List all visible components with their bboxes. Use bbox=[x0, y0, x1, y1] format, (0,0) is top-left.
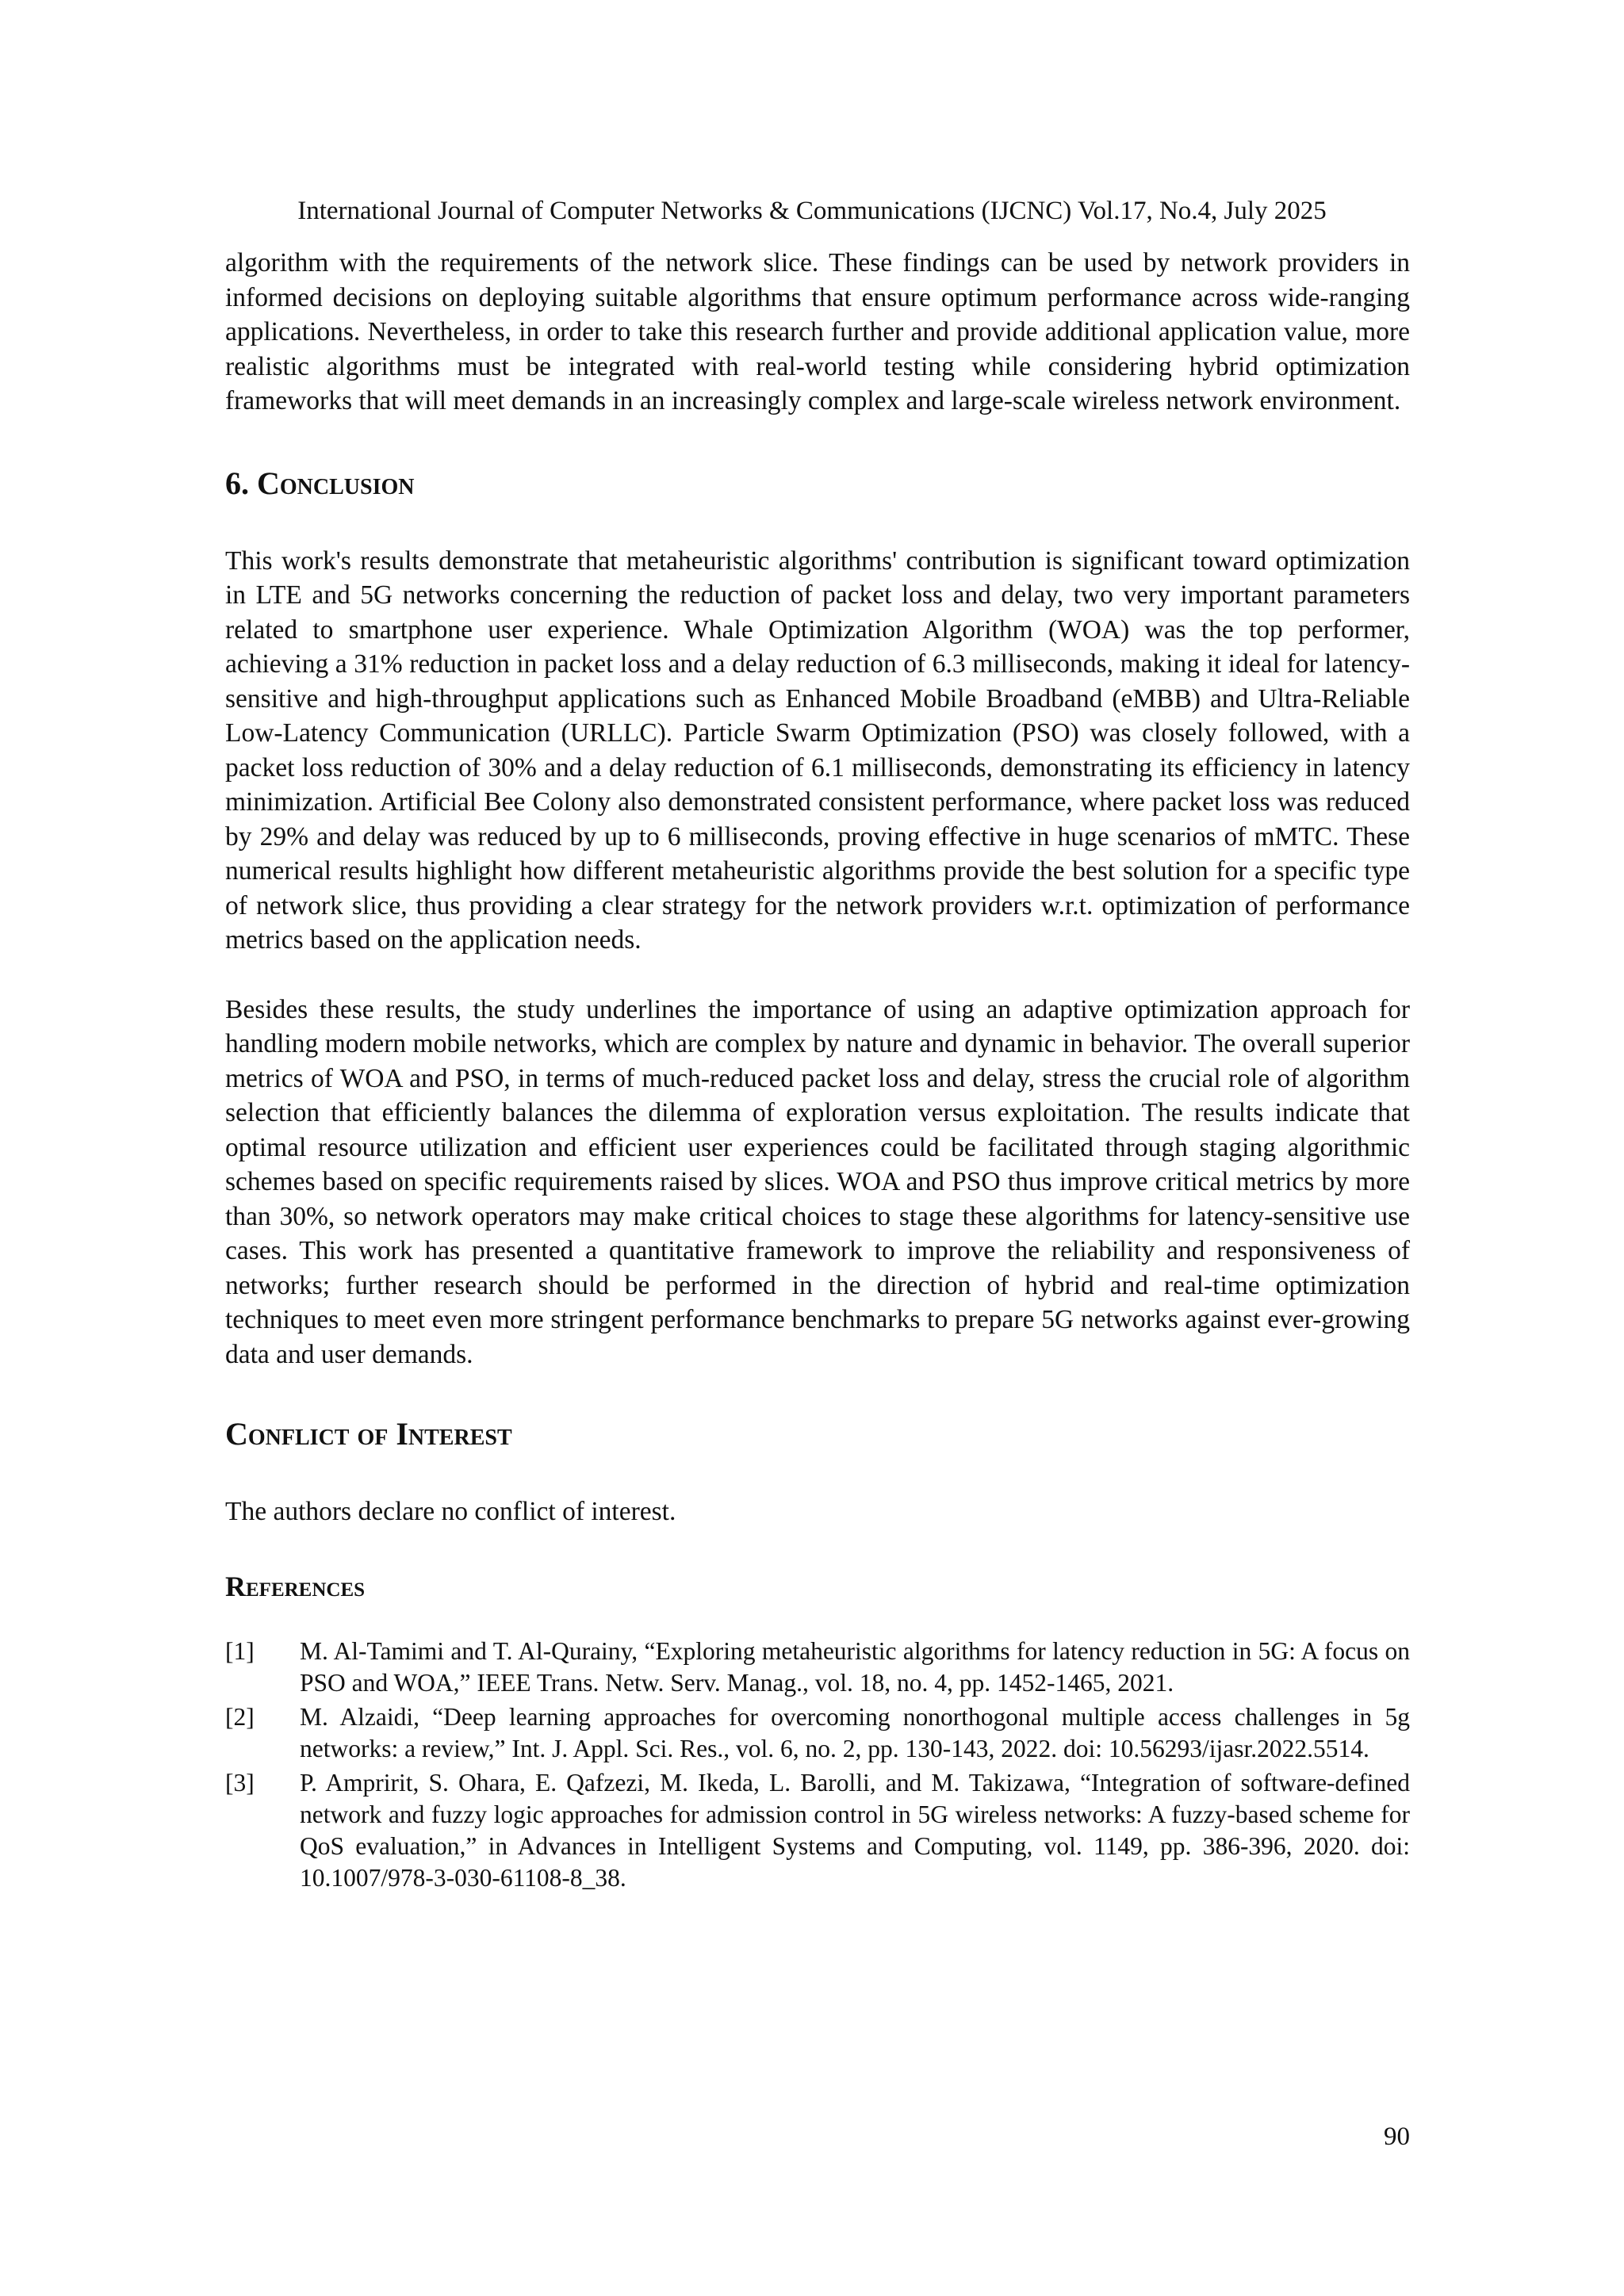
conflict-heading bbox=[225, 1415, 1410, 1453]
reference-text: M. Alzaidi, “Deep learning approaches for overcoming nonorthogonal multiple access challenges in 5g networks: a review,” Int. J. Appl. Sci. Res., vol. 6, no. 2, pp. 130-143, 2022. doi: 10.56293/ijasr.2022.5514. bbox=[300, 1702, 1410, 1762]
conflict-statement: The authors declare no conflict of interest. bbox=[225, 1497, 676, 1526]
reference-text: M. Al-Tamimi and T. Al-Qurainy, “Exploring metaheuristic algorithms for latency reduction in 5G: A focus on PSO and WOA,” IEEE Trans. Netw. Serv. Manag., vol. 18, no. 4, pp. 1452-1465, 2021. bbox=[300, 1636, 1410, 1697]
page-content bbox=[225, 246, 1410, 1896]
conclusion-heading-text: Conclusion bbox=[257, 465, 415, 501]
reference-item bbox=[225, 1701, 1410, 1765]
running-header: International Journal of Computer Networks & Communications (IJCNC) Vol.17, No.4, July 2025 bbox=[297, 197, 1327, 225]
references-heading: References bbox=[225, 1570, 366, 1602]
references-list bbox=[225, 1636, 1410, 1894]
conflict-heading-text: Conflict of Interest bbox=[225, 1416, 512, 1452]
reference-number: [1] bbox=[225, 1636, 255, 1665]
conclusion-paragraph-1: This work's results demonstrate that metaheuristic algorithms' contribution is significant toward optimization in LTE and 5G networks concerning the reduction of packet loss and delay, two very important parameters related to smartphone user experience. Whale Optimization Algorithm (WOA) was the top performer, achieving a 31% reduction in packet loss and a delay reduction of 6.3 milliseconds, making it ideal for latency-sensitive and high-throughput applications such as Enhanced Mobile Broadband (eMBB) and Ultra-Reliable Low-Latency Communication (URLLC). Particle Swarm Optimization (PSO) was closely followed, with a packet loss reduction of 30% and a delay reduction of 6.1 milliseconds, demonstrating its efficiency in latency minimization. Artificial Bee Colony also demonstrated consistent performance, where packet loss was reduced by 29% and delay was reduced by up to 6 milliseconds, proving effective in huge scenarios of mMTC. These numerical results highlight how different metaheuristic algorithms provide the best solution for a specific type of network slice, thus providing a clear strategy for the network providers w.r.t. optimization of performance metrics based on the application needs. bbox=[225, 545, 1410, 955]
intro-paragraph: algorithm with the requirements of the network slice. These findings can be used by network providers in informed decisions on deploying suitable algorithms that ensure optimum performance across wide-ranging applications. Nevertheless, in order to take this research further and provide additional application value, more realistic algorithms must be integrated with real-world testing while considering hybrid optimization frameworks that will meet demands in an increasingly complex and large-scale wireless network environment. bbox=[225, 248, 1410, 415]
reference-text: P. Ampririt, S. Ohara, E. Qafzezi, M. Ikeda, L. Barolli, and M. Takizawa, “Integration of software-defined network and fuzzy logic approaches for admission control in 5G wireless networks: A fuzzy-based scheme for QoS evaluation,” in Advances in Intelligent Systems and Computing, vol. 1149, pp. 386-396, 2020. doi: 10.1007/978-3-030-61108-8_38. bbox=[300, 1768, 1410, 1892]
reference-number: [2] bbox=[225, 1702, 255, 1731]
conclusion-heading-number: 6. bbox=[225, 465, 257, 501]
conclusion-paragraph-2: Besides these results, the study underlines the importance of using an adaptive optimization approach for handling modern mobile networks, which are complex by nature and dynamic in behavior. The overall superior metrics of WOA and PSO, in terms of much-reduced packet loss and delay, stress the crucial role of algorithm selection that efficiently balances the dilemma of exploration versus exploitation. The results indicate that optimal resource utilization and efficient user experiences could be facilitated through staging algorithmic schemes based on specific requirements raised by slices. WOA and PSO thus improve critical metrics by more than 30%, so network operators may make critical choices to stage these algorithms for latency-sensitive use cases. This work has presented a quantitative framework to improve the reliability and responsiveness of networks; further research should be performed in the direction of hybrid and real-time optimization techniques to meet even more stringent performance benchmarks to prepare 5G networks against ever-growing data and user demands. bbox=[225, 994, 1410, 1369]
reference-item bbox=[225, 1767, 1410, 1894]
page-number: 90 bbox=[1384, 2122, 1410, 2151]
conclusion-heading bbox=[225, 465, 1410, 503]
reference-number: [3] bbox=[225, 1768, 255, 1797]
reference-item bbox=[225, 1636, 1410, 1699]
